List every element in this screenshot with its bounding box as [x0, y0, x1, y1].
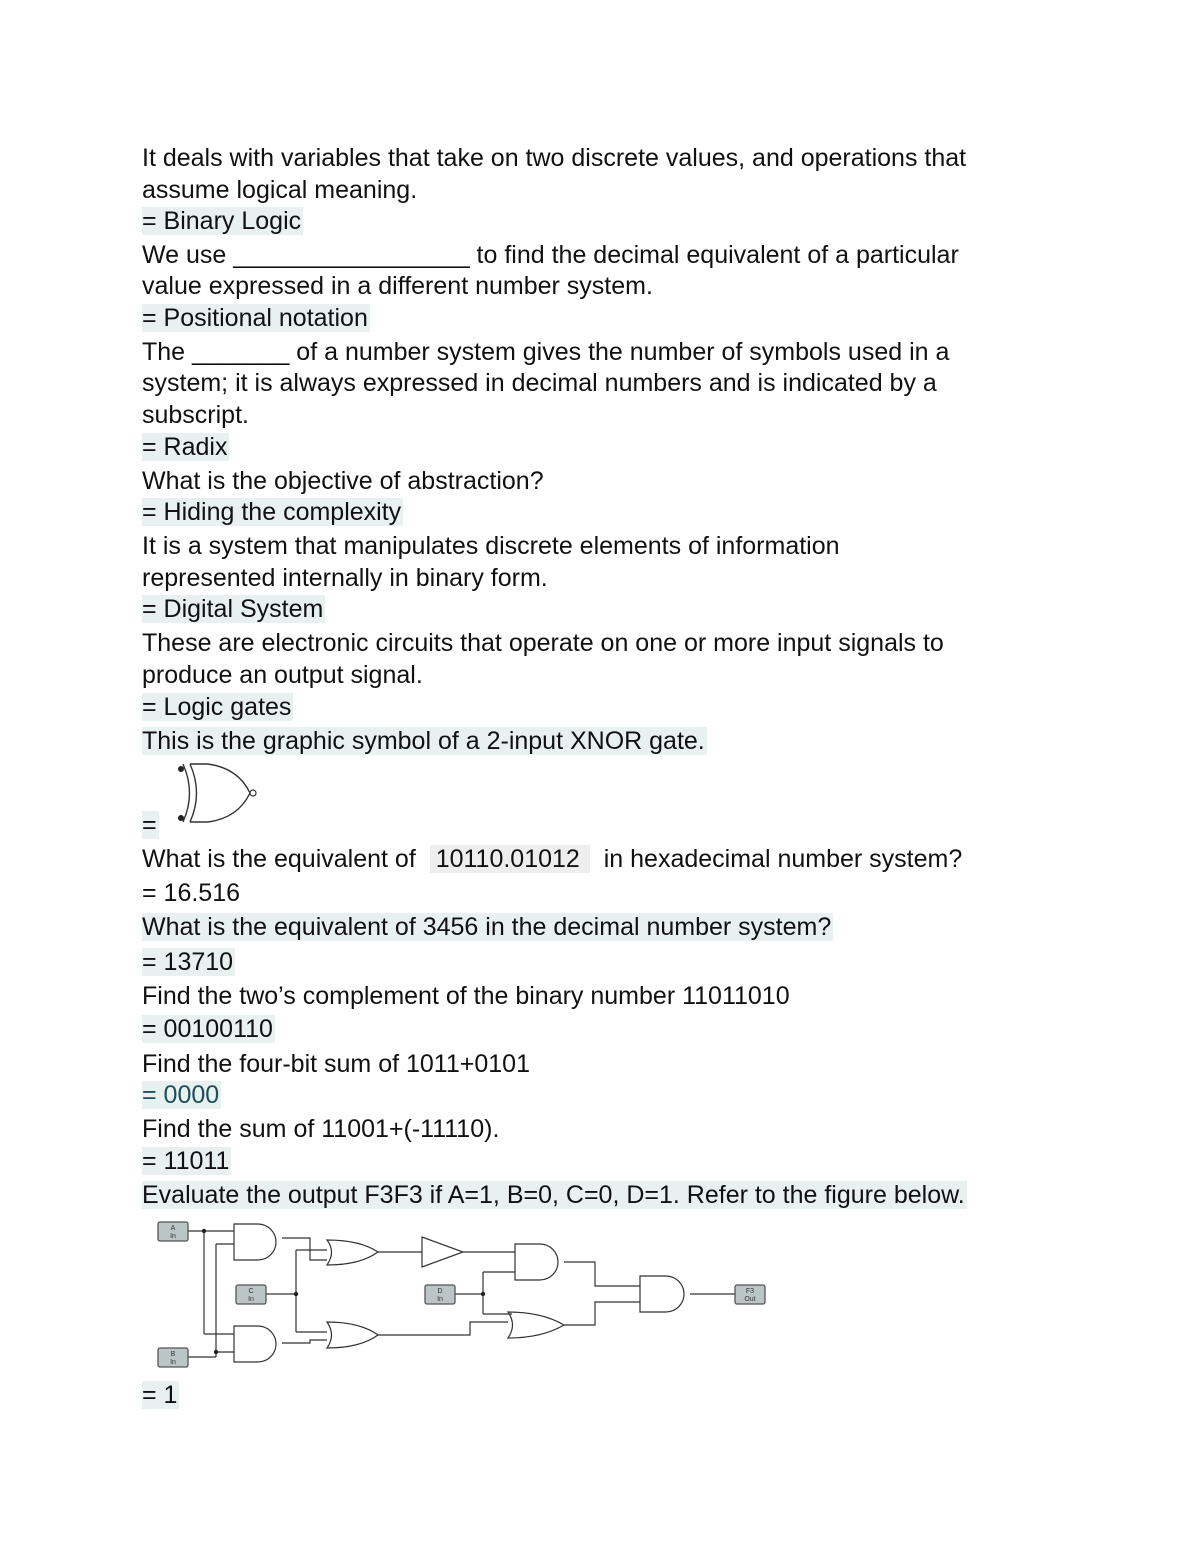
question-radix-line-2: system; it is always expressed in decimal numbers and is indicated by a: [142, 369, 937, 397]
svg-text:Out: Out: [744, 1296, 756, 1303]
answer-decimal-equivalent: = 13710: [142, 948, 234, 976]
question-radix-line-1: The _______ of a number system gives the number of symbols used in a: [142, 338, 950, 366]
question-signed-sum: Find the sum of 11001+(-11110).: [142, 1115, 500, 1143]
svg-text:In: In: [248, 1296, 254, 1303]
question-digital-system-line-1: It is a system that manipulates discrete elements of information: [142, 532, 840, 560]
answer-twos-complement: = 00100110: [142, 1015, 273, 1043]
input-pin-a: [158, 1222, 188, 1241]
answer-four-bit-sum: = 0000: [142, 1081, 220, 1109]
xnor-gate-symbol: [170, 758, 270, 830]
logic-circuit-diagram: [150, 1212, 780, 1377]
svg-text:C: C: [248, 1288, 254, 1295]
svg-text:In: In: [170, 1359, 176, 1366]
answer-binary-logic: = Binary Logic: [142, 207, 302, 235]
question-logic-gates-line-2: produce an output signal.: [142, 661, 423, 689]
svg-text:F3: F3: [745, 1288, 755, 1295]
answer-hexadecimal: = 16.516: [142, 879, 241, 907]
question-positional-notation-line-1: We use _________________ to find the decimal equivalent of a particular: [142, 241, 959, 269]
answer-digital-system: = Digital System: [142, 595, 324, 623]
question-radix-line-3: subscript.: [142, 401, 249, 429]
question-xnor-gate: This is the graphic symbol of a 2-input XNOR gate.: [142, 727, 705, 755]
input-pin-b: [158, 1348, 188, 1367]
question-four-bit-sum: Find the four-bit sum of 1011+0101: [142, 1050, 530, 1078]
binary-value-cell: 10110.01012: [430, 845, 590, 873]
svg-text:In: In: [170, 1233, 176, 1240]
question-logic-gates-line-1: These are electronic circuits that operate on one or more input signals to: [142, 629, 944, 657]
question-decimal-equivalent: What is the equivalent of 3456 in the decimal number system?: [142, 913, 832, 941]
answer-radix: = Radix: [142, 433, 228, 461]
svg-text:B: B: [170, 1351, 176, 1358]
question-hexadecimal: What is the equivalent of 10110.01012 in hexadecimal number system?: [142, 845, 963, 873]
svg-text:A: A: [170, 1225, 176, 1232]
svg-text:D: D: [437, 1288, 443, 1295]
answer-abstraction: = Hiding the complexity: [142, 498, 402, 526]
question-positional-notation-line-2: value expressed in a different number system.: [142, 272, 653, 300]
question-circuit-output: Evaluate the output F3F3 if A=1, B=0, C=0, D=1. Refer to the figure below.: [142, 1181, 965, 1209]
question-digital-system-line-2: represented internally in binary form.: [142, 564, 548, 592]
answer-xnor-gate: =: [142, 811, 157, 839]
question-abstraction: What is the objective of abstraction?: [142, 467, 544, 495]
answer-positional-notation: = Positional notation: [142, 304, 368, 332]
svg-text:In: In: [437, 1296, 443, 1303]
answer-circuit-output: = 1: [142, 1381, 178, 1409]
output-pin-f3: [735, 1285, 765, 1304]
answer-signed-sum: = 11011: [142, 1147, 230, 1175]
answer-logic-gates: = Logic gates: [142, 693, 292, 721]
question-binary-logic-line-1: It deals with variables that take on two discrete values, and operations that: [142, 144, 967, 172]
question-binary-logic-line-2: assume logical meaning.: [142, 176, 418, 204]
input-pin-c: [236, 1285, 266, 1304]
input-pin-d: [425, 1285, 455, 1304]
question-twos-complement: Find the two’s complement of the binary number 11011010: [142, 982, 790, 1010]
